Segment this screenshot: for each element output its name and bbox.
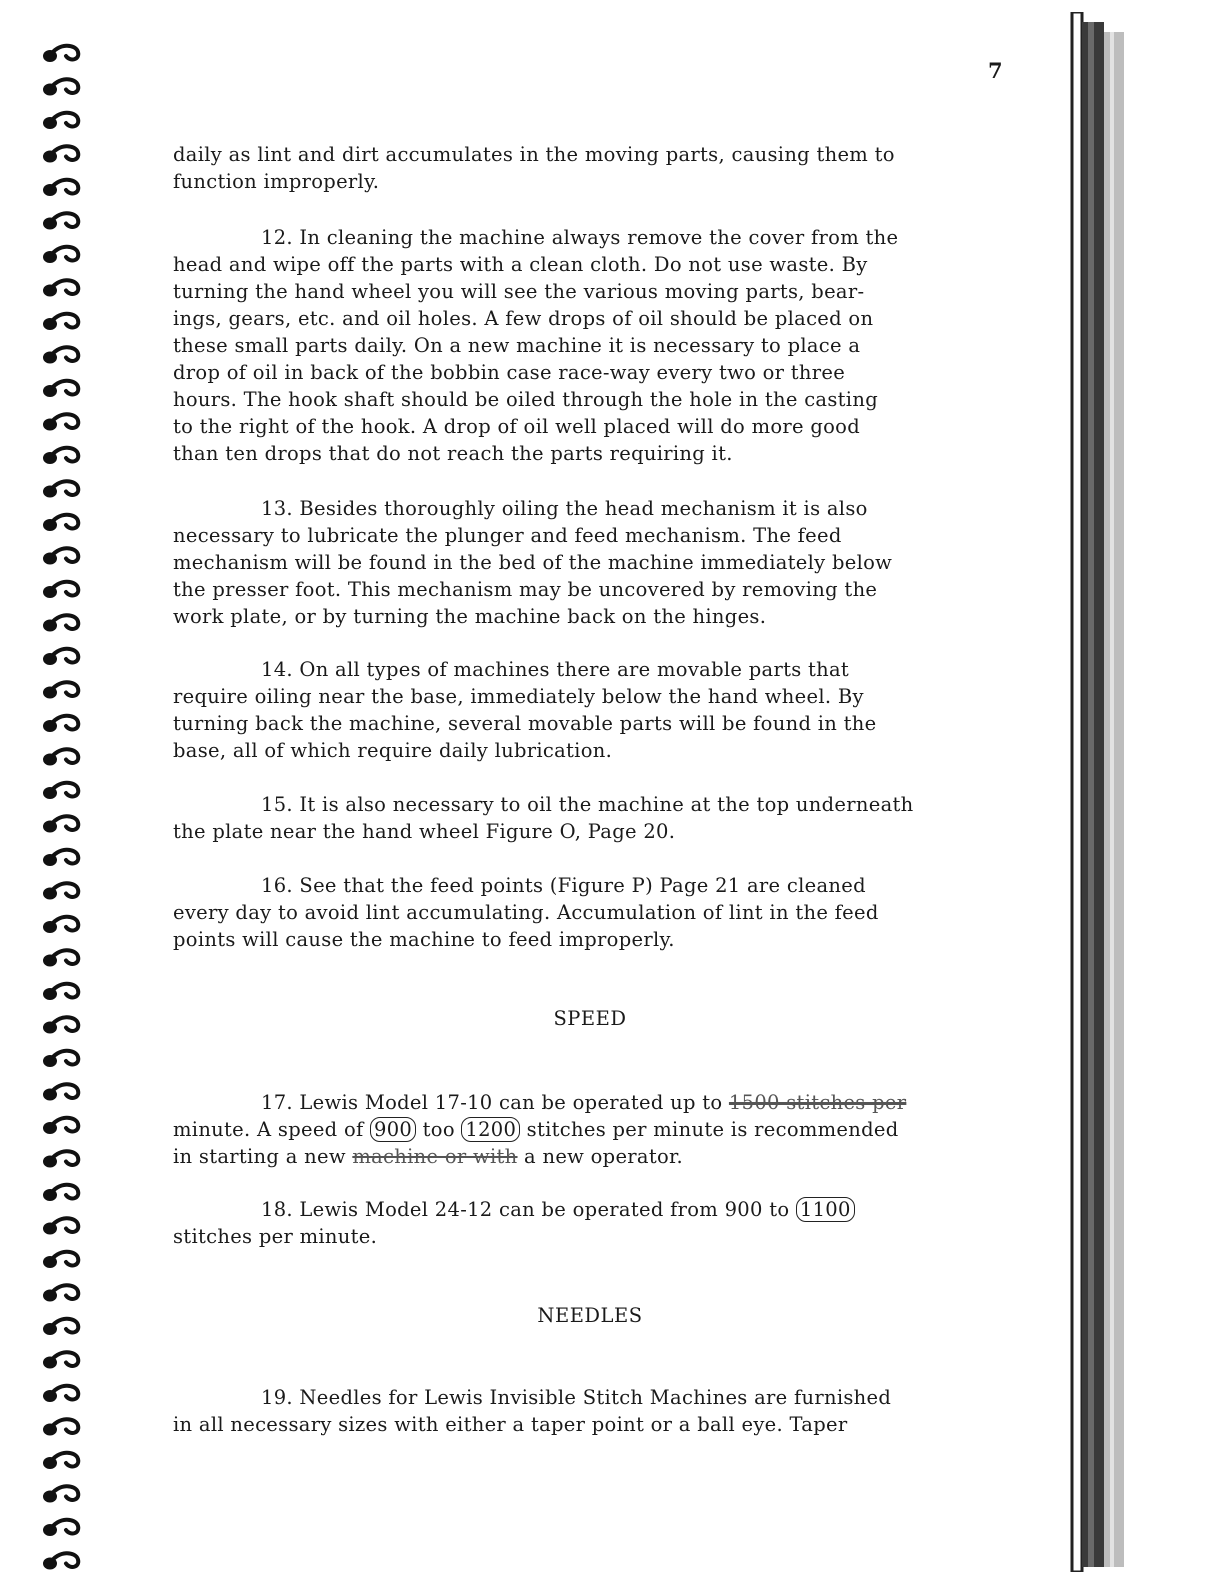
text-line: every day to avoid lint accumulating. Accumulation of lint in the feed bbox=[173, 901, 879, 924]
binding-coil bbox=[43, 146, 78, 162]
text-line: mechanism will be found in the bed of the machine immediately below bbox=[173, 551, 893, 574]
text-line: head and wipe off the parts with a clean cloth. Do not use waste. By bbox=[173, 253, 868, 276]
paragraph-12 bbox=[173, 224, 1023, 467]
binding-coil bbox=[43, 883, 78, 899]
text-line: function improperly. bbox=[173, 170, 380, 193]
paragraph-14 bbox=[173, 656, 1023, 764]
text-line: turning the hand wheel you will see the various moving parts, bear- bbox=[173, 280, 865, 303]
text-line: ings, gears, etc. and oil holes. A few drops of oil should be placed on bbox=[173, 307, 874, 330]
binding-coil bbox=[43, 180, 78, 196]
binding-coil bbox=[43, 1252, 78, 1268]
binding-coil bbox=[43, 950, 78, 966]
text-line-content: 15. It is also necessary to oil the machine at the top underneath bbox=[261, 793, 914, 816]
spiral-binding bbox=[30, 30, 100, 1570]
binding-coil bbox=[43, 79, 78, 95]
text-line: to the right of the hook. A drop of oil well placed will do more good bbox=[173, 415, 861, 438]
text-line-content: in starting a new bbox=[173, 1145, 353, 1168]
text-line bbox=[173, 1196, 1023, 1223]
binding-coil bbox=[43, 247, 78, 263]
binding-coil bbox=[43, 1285, 78, 1301]
binding-coil bbox=[43, 1118, 78, 1134]
binding-coil bbox=[43, 816, 78, 832]
binding-coil bbox=[43, 1151, 78, 1167]
text-line bbox=[173, 1116, 1023, 1143]
text-line: stitches per minute. bbox=[173, 1225, 378, 1248]
text-line: these small parts daily. On a new machine it is necessary to place a bbox=[173, 334, 861, 357]
text-line: work plate, or by turning the machine back on the hinges. bbox=[173, 605, 767, 628]
text-line: hours. The hook shaft should be oiled through the hole in the casting bbox=[173, 388, 878, 411]
text-line bbox=[173, 656, 1023, 683]
binding-coil bbox=[43, 1453, 78, 1469]
text-line-content: stitches per minute is recommended bbox=[520, 1118, 899, 1141]
paragraph-17 bbox=[173, 1089, 1023, 1170]
text-line: the plate near the hand wheel Figure O, Page 20. bbox=[173, 820, 676, 843]
binding-coil bbox=[43, 582, 78, 598]
paragraph-15 bbox=[173, 791, 1023, 845]
text-line bbox=[173, 1143, 1023, 1170]
binding-coil bbox=[43, 515, 78, 531]
binding-coil bbox=[43, 1520, 78, 1536]
binding-coil bbox=[43, 314, 78, 330]
binding-coil bbox=[43, 548, 78, 564]
text-line-content: too bbox=[416, 1118, 462, 1141]
text-line-content: 12. In cleaning the machine always remove the cover from the bbox=[261, 226, 899, 249]
text-line: necessary to lubricate the plunger and feed mechanism. The feed bbox=[173, 524, 842, 547]
text-line: drop of oil in back of the bobbin case race-way every two or three bbox=[173, 361, 846, 384]
text-line: turning back the machine, several movable parts will be found in the bbox=[173, 712, 877, 735]
text-line-content: a new operator. bbox=[517, 1145, 684, 1168]
paragraph-16 bbox=[173, 872, 1023, 953]
binding-coil bbox=[43, 682, 78, 698]
text-line bbox=[173, 1384, 1023, 1411]
text-line-content: 17. Lewis Model 17-10 can be operated up to bbox=[261, 1091, 729, 1114]
binding-coil bbox=[43, 46, 78, 62]
binding-coil bbox=[43, 1386, 78, 1402]
text-line-content: 18. Lewis Model 24-12 can be operated from 900 to bbox=[261, 1198, 796, 1221]
binding-coil bbox=[43, 1486, 78, 1502]
text-line: points will cause the machine to feed improperly. bbox=[173, 928, 675, 951]
text-line bbox=[173, 1089, 1023, 1116]
binding-coil bbox=[43, 1084, 78, 1100]
binding-coil bbox=[43, 649, 78, 665]
handwritten-circled-number: 1200 bbox=[461, 1117, 520, 1142]
text-line: than ten drops that do not reach the parts requiring it. bbox=[173, 442, 733, 465]
binding-coil bbox=[43, 381, 78, 397]
binding-coil bbox=[43, 984, 78, 1000]
text-line: base, all of which require daily lubrication. bbox=[173, 739, 613, 762]
binding-coil bbox=[43, 1051, 78, 1067]
handwritten-circled-number: 900 bbox=[370, 1117, 416, 1142]
binding-coil bbox=[43, 1185, 78, 1201]
struck-text: machine or with bbox=[352, 1145, 518, 1168]
page-edge-stack bbox=[1070, 12, 1130, 1572]
text-line: in all necessary sizes with either a taper point or a ball eye. Taper bbox=[173, 1413, 848, 1436]
binding-coil bbox=[43, 1352, 78, 1368]
text-line: require oiling near the base, immediately below the hand wheel. By bbox=[173, 685, 864, 708]
binding-coil bbox=[43, 749, 78, 765]
binding-coil bbox=[43, 850, 78, 866]
binding-coil bbox=[43, 716, 78, 732]
binding-coil bbox=[43, 615, 78, 631]
binding-coil bbox=[43, 1218, 78, 1234]
binding-coil bbox=[43, 1553, 78, 1569]
binding-coil bbox=[43, 783, 78, 799]
text-line bbox=[173, 495, 1023, 522]
text-line bbox=[173, 224, 1023, 251]
binding-coil bbox=[43, 414, 78, 430]
text-line: the presser foot. This mechanism may be uncovered by removing the bbox=[173, 578, 878, 601]
paragraph-18 bbox=[173, 1196, 1023, 1250]
section-heading-speed: SPEED bbox=[553, 1007, 627, 1030]
page-number: 7 bbox=[988, 58, 1003, 83]
section-heading-needles: NEEDLES bbox=[537, 1304, 643, 1327]
handwritten-circled-number: 1100 bbox=[796, 1197, 855, 1222]
text-line bbox=[173, 872, 1023, 899]
text-line-content: 16. See that the feed points (Figure P) Page 21 are cleaned bbox=[261, 874, 866, 897]
binding-coil bbox=[43, 280, 78, 296]
binding-coil bbox=[43, 481, 78, 497]
binding-coil bbox=[43, 113, 78, 129]
binding-coil bbox=[43, 347, 78, 363]
text-line-content: 19. Needles for Lewis Invisible Stitch Machines are furnished bbox=[261, 1386, 892, 1409]
paragraph-continuation bbox=[173, 141, 1023, 195]
text-line bbox=[173, 791, 1023, 818]
text-line: daily as lint and dirt accumulates in the moving parts, causing them to bbox=[173, 143, 895, 166]
binding-coil bbox=[43, 448, 78, 464]
text-line-content: 13. Besides thoroughly oiling the head mechanism it is also bbox=[261, 497, 868, 520]
binding-coil bbox=[43, 1419, 78, 1435]
paragraph-19 bbox=[173, 1384, 1023, 1438]
text-line-content: minute. A speed of bbox=[173, 1118, 371, 1141]
binding-coil bbox=[43, 213, 78, 229]
struck-text: 1500 stitches per bbox=[728, 1091, 907, 1114]
binding-coil bbox=[43, 917, 78, 933]
text-line-content: 14. On all types of machines there are movable parts that bbox=[261, 658, 850, 681]
paragraph-13 bbox=[173, 495, 1023, 630]
